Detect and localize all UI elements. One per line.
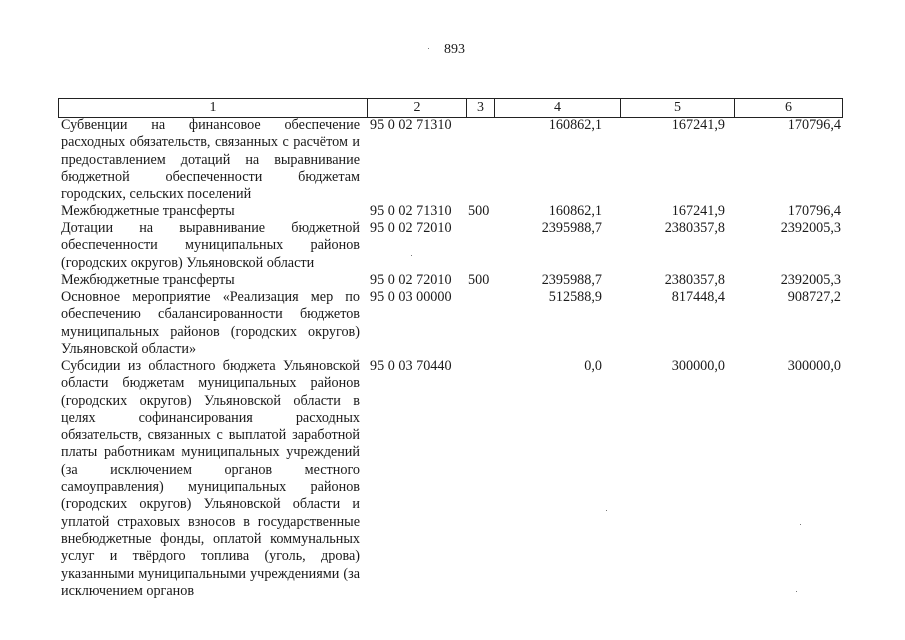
row-value-6: 170796,4: [787, 203, 841, 219]
row-name: Субсидии из областного бюджета Ульяновской области бюджетам муниципальных районов (городских округов) Ульяновской области в целях софинансирования расходных обязательств, связанных с выплатой заработной платы работникам муниципальных учреждений (за исключением органов местного самоуправления) муниципальных районов (городских округов) Ульяновской области и уплатой страховых взносов в государственные внебюджетные фонды, оплатой коммунальных услуг и твёрдого топлива (уголь, дрова) указанными муниципальными учреждениями (за исключением органов: [61, 358, 360, 599]
column-header-4: 4: [495, 99, 621, 117]
table-header-row: [58, 98, 843, 118]
row-code: 95 0 03 00000: [370, 289, 452, 305]
row-name: Субвенции на финансовое обеспечение расходных обязательств, связанных с расчётом и предоставлением дотаций на выравнивание бюджетной обеспеченности бюджетам городских, сельских поселений: [61, 117, 360, 203]
row-name: Основное мероприятие «Реализация мер по обеспечению сбалансированности бюджетов муниципальных районов (городских округов) Ульяновской области»: [61, 289, 360, 357]
row-code: 95 0 03 70440: [370, 358, 452, 374]
scan-speck: [796, 591, 797, 592]
column-header-3: 3: [467, 99, 495, 117]
row-value-6: 2392005,3: [780, 272, 841, 288]
column-header-2: 2: [368, 99, 467, 117]
row-value-5: 167241,9: [671, 117, 725, 133]
row-value-5: 2380357,8: [664, 272, 725, 288]
row-code: 95 0 02 72010: [370, 272, 452, 288]
column-header-6: 6: [735, 99, 843, 117]
row-code: 95 0 02 71310: [370, 203, 452, 219]
scan-speck: [606, 510, 607, 511]
row-value-5: 167241,9: [671, 203, 725, 219]
row-name: Межбюджетные трансферты: [61, 203, 235, 219]
scan-speck: [411, 255, 412, 256]
row-group: 500: [468, 272, 490, 288]
column-header-5: 5: [621, 99, 735, 117]
row-code: 95 0 02 72010: [370, 220, 452, 236]
column-header-1: 1: [59, 99, 368, 117]
row-name: Межбюджетные трансферты: [61, 272, 235, 288]
row-value-4: 0,0: [584, 358, 602, 374]
row-group: 500: [468, 203, 490, 219]
row-value-4: 160862,1: [548, 203, 602, 219]
row-value-4: 2395988,7: [541, 220, 602, 236]
row-name: Дотации на выравнивание бюджетной обеспеченности муниципальных районов (городских округов) Ульяновской области: [61, 220, 360, 271]
row-value-6: 170796,4: [787, 117, 841, 133]
row-value-6: 2392005,3: [780, 220, 841, 236]
row-value-5: 300000,0: [671, 358, 725, 374]
row-code: 95 0 02 71310: [370, 117, 452, 133]
scan-speck: [428, 48, 429, 49]
page-number: 893: [444, 42, 465, 57]
row-value-4: 2395988,7: [541, 272, 602, 288]
scan-speck: [800, 524, 801, 525]
row-value-5: 2380357,8: [664, 220, 725, 236]
row-value-6: 908727,2: [787, 289, 841, 305]
row-value-5: 817448,4: [671, 289, 725, 305]
row-value-6: 300000,0: [787, 358, 841, 374]
row-value-4: 512588,9: [548, 289, 602, 305]
row-value-4: 160862,1: [548, 117, 602, 133]
